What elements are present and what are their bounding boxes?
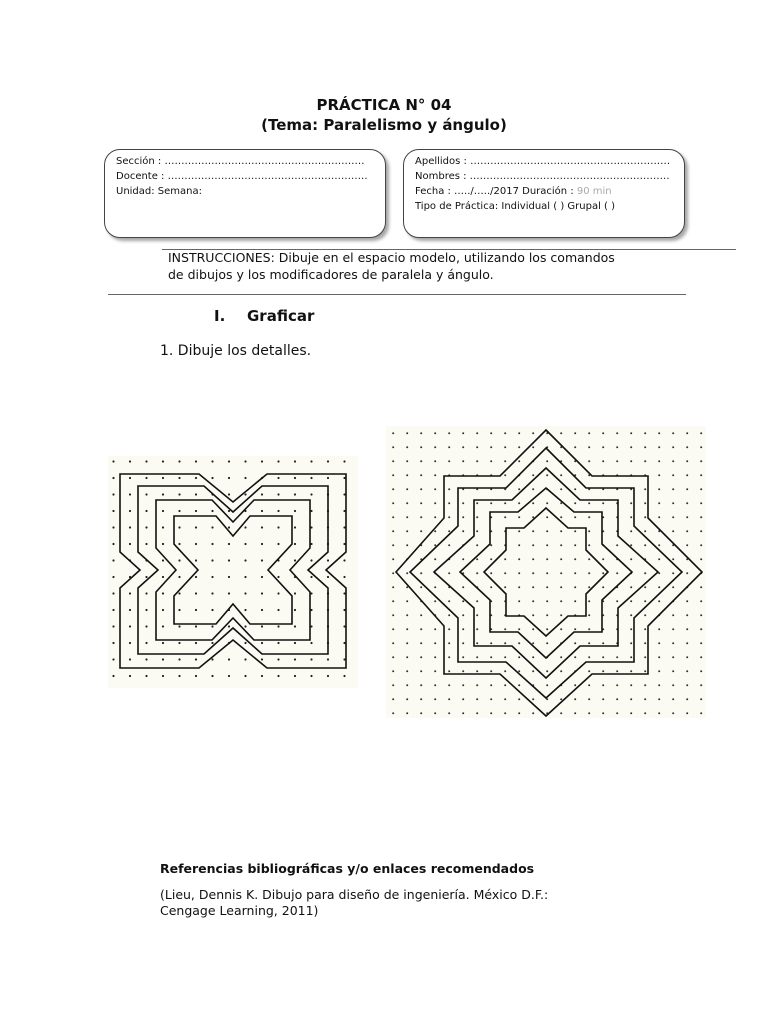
fecha-line [415,184,612,199]
unidad-line: Unidad: Semana: [116,186,203,197]
reference-line-2: Cengage Learning, 2011) [160,903,319,918]
bottom-rule [108,294,686,295]
x-pattern-svg [108,456,358,688]
duracion-value: 90 min [576,186,612,197]
star-pattern-drawing [386,426,706,718]
instructions-line-1: INSTRUCCIONES: Dibuje en el espacio modelo, utilizando los comandos [168,250,615,265]
docente-line: Docente : …………………………………………………… [116,171,368,182]
page-title: PRÁCTICA N° 04 [316,96,452,114]
student-info-box [403,149,685,238]
section-number: I. [214,307,226,325]
fecha-text: Fecha : …../…../2017 Duración : [415,186,577,197]
course-info-box [104,149,386,238]
page-subtitle: (Tema: Paralelismo y ángulo) [261,116,507,134]
star-pattern-svg [386,426,706,718]
item-1: 1. Dibuje los detalles. [160,343,312,359]
instructions-line-2: de dibujos y los modificadores de paralela y ángulo. [168,267,494,282]
apellidos-line: Apellidos : …………………………………………………… [415,156,671,167]
section-title: Graficar [247,307,315,325]
x-pattern-drawing [108,456,358,688]
seccion-line: Sección : …………………………………………………… [116,156,365,167]
nombres-line: Nombres : …………………………………………………… [415,171,670,182]
references-title: Referencias bibliográficas y/o enlaces recomendados [160,861,535,876]
tipo-practica-line: Tipo de Práctica: Individual ( ) Grupal ( ) [415,201,616,212]
reference-line-1: (Lieu, Dennis K. Dibujo para diseño de ingeniería. México D.F.: [160,887,549,902]
